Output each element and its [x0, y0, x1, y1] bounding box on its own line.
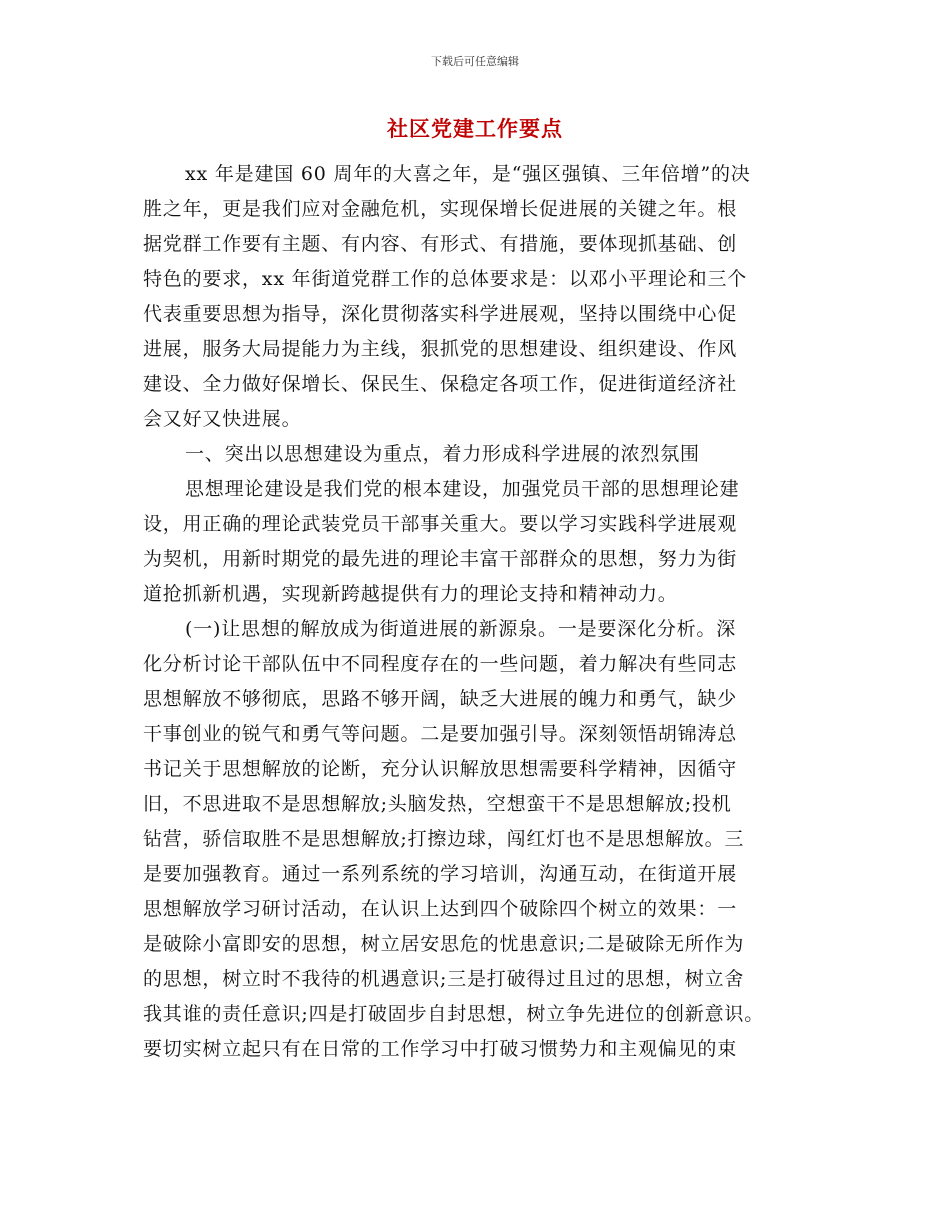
text-line: 特色的要求，xx 年街道党群工作的总体要求是：以邓小平理论和三个	[143, 268, 748, 290]
text-line: 思想解放不够彻底，思路不够开阔，缺乏大进展的魄力和勇气，缺少	[143, 688, 738, 710]
text-line: 干事创业的锐气和勇气等问题。二是要加强引导。深刻领悟胡锦涛总	[143, 723, 738, 745]
text-line: 的思想，树立时不我待的机遇意识;三是打破得过且过的思想，树立舍	[143, 968, 745, 990]
text-line: 会又好又快进展。	[143, 408, 302, 430]
text-line: 胜之年，更是我们应对金融危机，实现保增长促进展的关键之年。根	[143, 198, 738, 220]
text-line: 道抢抓新机遇，实现新跨越提供有力的理论支持和精神动力。	[143, 583, 678, 605]
text-line: 设，用正确的理论武装党员干部事关重大。要以学习实践科学进展观	[143, 513, 738, 535]
text-line: xx 年是建国 60 周年的大喜之年，是“强区强镇、三年倍增”的决	[185, 163, 751, 185]
text-line: 是破除小富即安的思想，树立居安思危的忧患意识;二是破除无所作为	[143, 933, 745, 955]
document-body	[143, 157, 823, 1067]
page-title: 社区党建工作要点	[387, 117, 563, 141]
text-line: 代表重要思想为指导，深化贯彻落实科学进展观，坚持以围绕中心促	[143, 303, 738, 325]
text-line: 据党群工作要有主题、有内容、有形式、有措施，要体现抓基础、创	[143, 233, 738, 255]
text-line: 是要加强教育。通过一系列系统的学习培训，沟通互动，在街道开展	[143, 863, 738, 885]
text-line: 为契机，用新时期党的最先进的理论丰富干部群众的思想，努力为街	[143, 548, 738, 570]
text-line: 要切实树立起只有在日常的工作学习中打破习惯势力和主观偏见的束	[143, 1038, 738, 1060]
text-line: (一)让思想的解放成为街道进展的新源泉。一是要深化分析。深	[185, 618, 737, 640]
text-line: 一、突出以思想建设为重点，着力形成科学进展的浓烈氛围	[185, 443, 700, 465]
download-note: 下载后可任意编辑	[431, 55, 519, 68]
text-line: 旧，不思进取不是思想解放;头脑发热，空想蛮干不是思想解放;投机	[143, 793, 732, 815]
text-line: 思想解放学习研讨活动，在认识上达到四个破除四个树立的效果：一	[143, 898, 738, 920]
text-line: 钻营，骄信取胜不是思想解放;打擦边球，闯红灯也不是思想解放。三	[143, 828, 745, 850]
text-line: 书记关于思想解放的论断，充分认识解放思想需要科学精神，因循守	[143, 758, 738, 780]
text-line: 建设、全力做好保增长、保民生、保稳定各项工作，促进街道经济社	[143, 373, 738, 395]
text-line: 进展，服务大局提能力为主线，狠抓党的思想建设、组织建设、作风	[143, 338, 738, 360]
text-line: 我其谁的责任意识;四是打破固步自封思想，树立争先进位的创新意识。	[143, 1003, 765, 1025]
text-line: 思想理论建设是我们党的根本建设，加强党员干部的思想理论建	[185, 478, 740, 500]
text-line: 化分析讨论干部队伍中不同程度存在的一些问题，着力解决有些同志	[143, 653, 738, 675]
